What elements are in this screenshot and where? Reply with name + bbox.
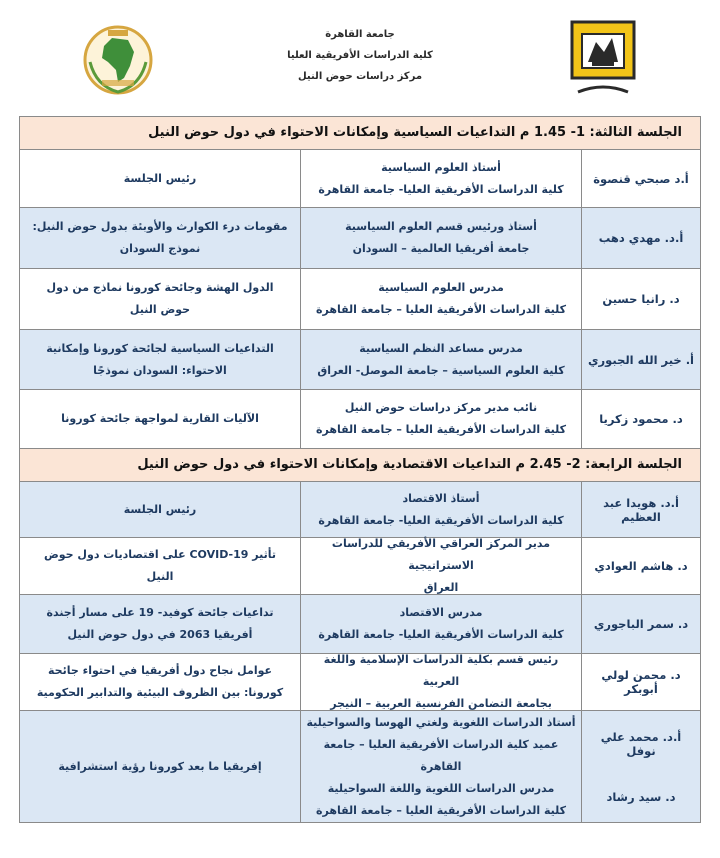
affiliation-line: كلية الدراسات الأفريقية العليا – جامعة القاهرة bbox=[316, 303, 566, 316]
paper-topic: الدول الهشة وجائحة كورونا نماذج من دول حوض النيل bbox=[46, 281, 274, 316]
table-row bbox=[20, 269, 700, 330]
table-row bbox=[20, 654, 700, 711]
table-row bbox=[20, 482, 700, 538]
affiliation-line: مدرس الدراسات اللغوية واللغة السواحيلية bbox=[327, 781, 555, 795]
speaker-name: د. رانيا حسين bbox=[602, 292, 680, 306]
paper-topic: الآليات القارية لمواجهة جائحة كورونا bbox=[61, 412, 259, 425]
affiliation-line: العراق bbox=[423, 581, 459, 594]
table-row bbox=[20, 390, 700, 449]
university-logo-icon bbox=[568, 18, 638, 104]
center-name: مركز دراسات حوض النيل bbox=[297, 71, 423, 82]
speaker-affiliation bbox=[300, 711, 582, 822]
speaker-name: د. سيد رشاد bbox=[606, 789, 676, 804]
speaker-affiliation bbox=[300, 538, 582, 594]
session-title: الجلسة الرابعة: 2- 2.45 م التداعيات الاقتصادية وإمكانات الاحتواء في دول حوض النيل bbox=[20, 449, 700, 482]
speaker-name: أ.د. محمد علي نوفل bbox=[600, 729, 682, 758]
affiliation-line: أستاذ الدراسات اللغوية ولغتي الهوسا والسواحيلية bbox=[306, 715, 576, 729]
affiliation-line: مدرس العلوم السياسية bbox=[378, 281, 504, 294]
paper-topic: رئيس الجلسة bbox=[123, 171, 197, 185]
affiliation-line: مدرس الاقتصاد bbox=[399, 606, 483, 619]
speaker-affiliation bbox=[300, 654, 582, 710]
affiliation-line: جامعة أفريقيا العالمية – السودان bbox=[352, 242, 530, 255]
affiliation-line: كلية العلوم السياسية – جامعة الموصل- العراق bbox=[317, 363, 565, 377]
paper-topic: مقومات درء الكوارث والأوبئة بدول حوض النيل: نموذج السودان bbox=[32, 220, 288, 255]
speaker-name: أ.د. مهدي دهب bbox=[598, 231, 684, 245]
affiliation-line: كلية الدراسات الأفريقية العليا – جامعة القاهرة bbox=[316, 803, 566, 817]
affiliation-line: مدرس مساعد النظم السياسية bbox=[359, 341, 523, 355]
paper-topic: التداعيات السياسية لجائحة كورونا وإمكانية الاحتواء: السودان نموذجًا bbox=[46, 341, 274, 377]
paper-topic: تداعيات جائحة كوفيد- 19 على مسار أجندة أفريقيا 2063 في دول حوض النيل bbox=[46, 606, 274, 641]
speaker-name: د. سمر الباجوري bbox=[593, 617, 689, 631]
speaker-names bbox=[582, 711, 700, 822]
header-text bbox=[260, 24, 460, 87]
affiliation-line: كلية الدراسات الأفريقية العليا – جامعة القاهرة bbox=[316, 423, 566, 436]
speaker-affiliation bbox=[300, 269, 582, 329]
paper-topic: إفريقيا ما بعد كورونا رؤية استشرافية bbox=[58, 759, 262, 773]
affiliation-line: أستاذ ورئيس قسم العلوم السياسية bbox=[345, 220, 537, 233]
affiliation-line: كلية الدراسات الأفريقية العليا- جامعة القاهرة bbox=[318, 182, 564, 196]
table-row bbox=[20, 208, 700, 269]
speaker-name: أ.د. هويدا عبد العظيم bbox=[603, 495, 679, 524]
affiliation-line: كلية الدراسات الأفريقية العليا- جامعة القاهرة bbox=[318, 628, 564, 641]
affiliation-line: نائب مدير مركز دراسات حوض النيل bbox=[344, 401, 538, 414]
affiliation-line: رئيس قسم بكلية الدراسات الإسلامية واللغة العربية bbox=[323, 653, 559, 688]
table-row bbox=[20, 538, 700, 595]
speaker-affiliation bbox=[300, 482, 582, 537]
paper-topic: عوامل نجاح دول أفريقيا في احتواء جائحة كورونا: بين الظروف البيئية والتدابير الحكومية bbox=[36, 664, 284, 699]
speaker-affiliation bbox=[300, 208, 582, 268]
faculty-name: كلية الدراسات الأفريقية العليا bbox=[287, 50, 433, 61]
session-title: الجلسة الثالثة: 1- 1.45 م التداعيات السياسية وإمكانات الاحتواء في دول حوض النيل bbox=[20, 117, 700, 150]
speaker-name: د. محمود زكريا bbox=[599, 412, 683, 426]
speaker-name: أ.د صبحي قنصوة bbox=[593, 171, 689, 186]
speaker-affiliation bbox=[300, 150, 582, 207]
institute-emblem-icon bbox=[82, 22, 154, 96]
speaker-affiliation bbox=[300, 390, 582, 448]
affiliation-line: عميد كلية الدراسات الأفريقية العليا – جامعة القاهرة bbox=[323, 737, 559, 773]
paper-topic: تأثير COVID-19 على اقتصاديات دول حوض النيل bbox=[43, 548, 276, 583]
speaker-affiliation bbox=[300, 330, 582, 389]
speaker-affiliation bbox=[300, 595, 582, 653]
table-row bbox=[20, 330, 700, 390]
affiliation-line: كلية الدراسات الأفريقية العليا- جامعة القاهرة bbox=[318, 513, 564, 527]
affiliation-line: أستاذ الاقتصاد bbox=[402, 491, 480, 505]
affiliation-line: بجامعة التضامن الفرنسية العربية – النيجر bbox=[330, 697, 552, 710]
affiliation-line: أستاذ العلوم السياسية bbox=[381, 160, 501, 174]
program-table bbox=[19, 116, 701, 823]
paper-topic: رئيس الجلسة bbox=[123, 502, 197, 516]
table-row bbox=[20, 595, 700, 654]
speaker-name: أ. خير الله الجبوري bbox=[588, 352, 694, 367]
speaker-name: د. محمن لولي أبوبكر bbox=[601, 668, 681, 696]
speaker-name: د. هاشم العوادي bbox=[594, 559, 688, 573]
table-row bbox=[20, 150, 700, 208]
affiliation-line: مدير المركز العراقي الأفريقي للدراسات الاستراتيجية bbox=[331, 537, 551, 572]
letterhead bbox=[0, 0, 720, 110]
table-row bbox=[20, 711, 700, 822]
university-name: جامعة القاهرة bbox=[325, 29, 395, 40]
